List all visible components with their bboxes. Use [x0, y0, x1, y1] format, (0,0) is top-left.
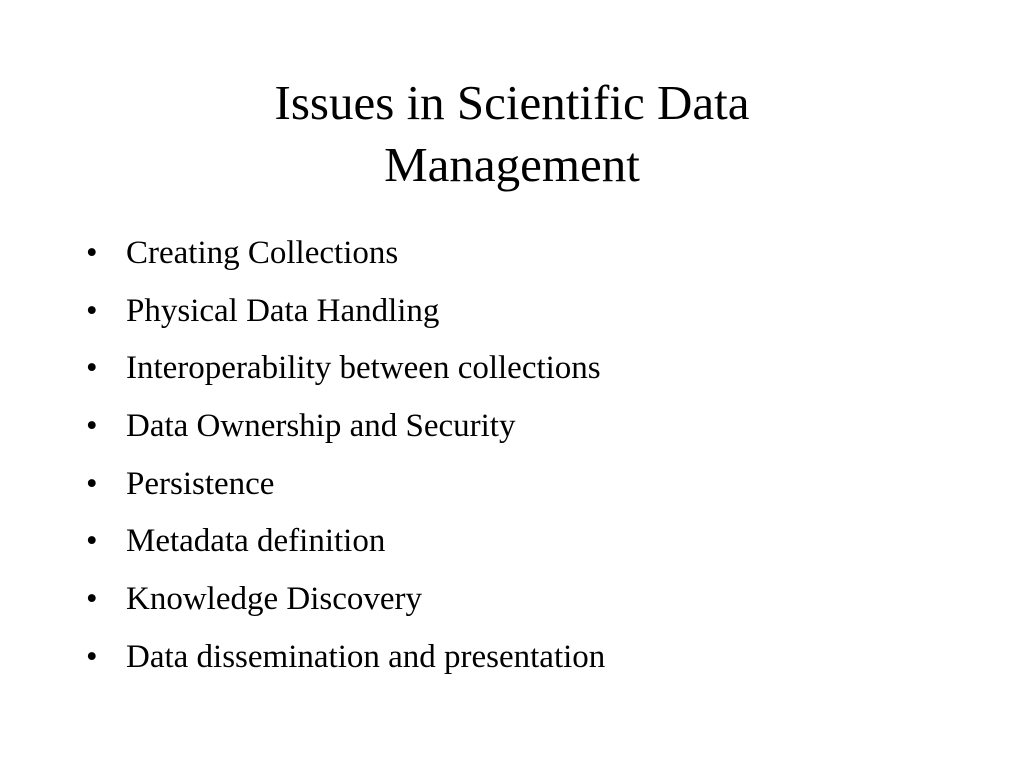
- bullet-item-data-dissemination: [86, 634, 986, 692]
- slide-title-line-2: Management: [384, 137, 640, 192]
- slide-title: [0, 72, 1024, 196]
- slide-title-line-1: Issues in Scientific Data: [274, 75, 750, 130]
- bullet-text: Physical Data Handling: [126, 292, 440, 329]
- bullet-icon: •: [86, 638, 98, 675]
- bullet-item-creating-collections: [86, 230, 986, 288]
- bullet-icon: •: [86, 581, 98, 618]
- bullet-text: Persistence: [126, 465, 275, 502]
- bullet-icon: •: [86, 465, 98, 502]
- bullet-text: Data dissemination and presentation: [126, 638, 606, 675]
- bullet-icon: •: [86, 523, 98, 560]
- bullet-item-metadata-definition: [86, 518, 986, 576]
- bullet-item-data-ownership-security: [86, 403, 986, 461]
- bullet-list: [86, 230, 986, 692]
- bullet-icon: •: [86, 235, 98, 271]
- bullet-text: Creating Collections: [126, 235, 399, 271]
- bullet-icon: •: [86, 408, 98, 445]
- bullet-item-physical-data-handling: [86, 288, 986, 346]
- bullet-text: Interoperability between collections: [126, 350, 601, 387]
- bullet-icon: •: [86, 350, 98, 387]
- bullet-text: Knowledge Discovery: [126, 581, 423, 618]
- bullet-text: Data Ownership and Security: [126, 408, 516, 445]
- bullet-icon: •: [86, 292, 98, 329]
- bullet-item-interoperability: [86, 345, 986, 403]
- bullet-text: Metadata definition: [126, 523, 386, 560]
- bullet-item-persistence: [86, 461, 986, 519]
- bullet-item-knowledge-discovery: [86, 576, 986, 634]
